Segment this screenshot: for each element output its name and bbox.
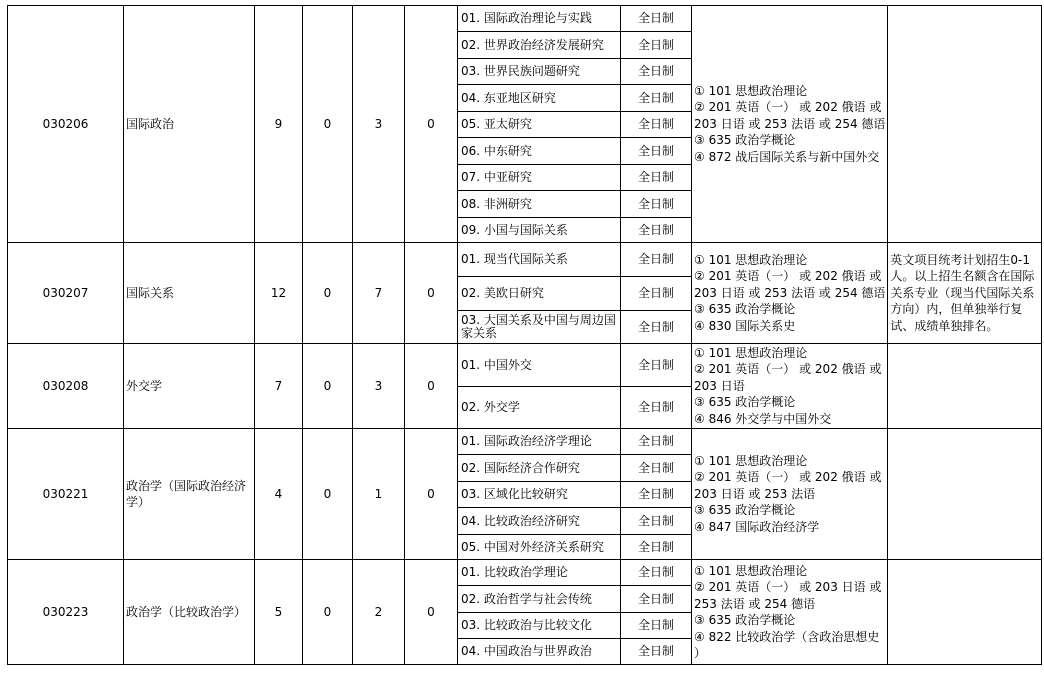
exam-subject-line: ② 201 英语（一） 或 202 俄语 或 — [694, 269, 882, 284]
exam-subject-line: ① 101 思想政治理论 — [694, 83, 808, 98]
remarks-text: 英文项目统考计划招生0-1人。以上招生名额含在国际关系专业（现当代国际关系方向）内，但单独举行复试、成绩单独排名。 — [890, 252, 1035, 333]
total-quota: 12 — [255, 243, 303, 344]
exam-subject-line: ） — [694, 646, 707, 660]
exam-subject-line: ② 201 英语（一） 或 202 俄语 或 — [694, 362, 882, 377]
quota-col-2: 3 — [353, 344, 405, 429]
table-row — [8, 429, 1042, 455]
study-mode: 全日制 — [621, 639, 692, 665]
direction-name: 02. 美欧日研究 — [458, 277, 621, 311]
exam-subject-line: ② 201 英语（一） 或 202 俄语 或 — [694, 470, 882, 485]
study-mode: 全日制 — [621, 85, 692, 112]
remarks — [888, 243, 1042, 344]
direction-name: 07. 中亚研究 — [458, 165, 621, 191]
study-mode: 全日制 — [621, 455, 692, 482]
direction-name: 01. 比较政治学理论 — [458, 560, 621, 586]
exam-subject-line: ④ 830 国际关系史 — [694, 318, 796, 333]
quota-col-3: 0 — [405, 344, 458, 429]
exam-subject-line: 203 日语 或 253 法语 — [694, 486, 816, 501]
quota-col-2: 2 — [353, 560, 405, 665]
study-mode: 全日制 — [621, 560, 692, 586]
table-body — [8, 6, 1042, 665]
direction-name: 02. 国际经济合作研究 — [458, 455, 621, 482]
direction-name: 01. 现当代国际关系 — [458, 243, 621, 277]
study-mode: 全日制 — [621, 112, 692, 138]
study-mode: 全日制 — [621, 191, 692, 218]
exam-subjects — [692, 243, 888, 344]
remarks — [888, 344, 1042, 429]
study-mode: 全日制 — [621, 218, 692, 243]
program-code: 030208 — [8, 344, 124, 429]
quota-col-1: 0 — [303, 429, 353, 560]
direction-name: 06. 中东研究 — [458, 138, 621, 165]
quota-col-3: 0 — [405, 429, 458, 560]
study-mode: 全日制 — [621, 344, 692, 387]
study-mode: 全日制 — [621, 387, 692, 429]
table-row — [8, 6, 1042, 32]
study-mode: 全日制 — [621, 613, 692, 639]
quota-col-3: 0 — [405, 6, 458, 243]
remarks — [888, 560, 1042, 665]
quota-col-2: 3 — [353, 6, 405, 243]
table-row — [8, 344, 1042, 387]
quota-col-1: 0 — [303, 344, 353, 429]
exam-subjects — [692, 429, 888, 560]
exam-subject-line: ③ 635 政治学概论 — [694, 503, 796, 518]
remarks — [888, 6, 1042, 243]
quota-col-1: 0 — [303, 243, 353, 344]
exam-subject-line: ④ 847 国际政治经济学 — [694, 519, 820, 534]
admissions-table — [7, 5, 1042, 665]
study-mode: 全日制 — [621, 429, 692, 455]
exam-subjects — [692, 560, 888, 665]
exam-subject-line: ① 101 思想政治理论 — [694, 453, 808, 468]
exam-subject-line: ③ 635 政治学概论 — [694, 613, 796, 627]
quota-col-2: 1 — [353, 429, 405, 560]
direction-name: 03. 区域化比较研究 — [458, 482, 621, 508]
exam-subject-line: 203 日语 或 253 法语 或 254 德语 — [694, 116, 886, 131]
exam-subject-line: ④ 872 战后国际关系与新中国外交 — [694, 149, 880, 164]
program-name: 政治学（国际政治经济学） — [124, 429, 255, 560]
exam-subject-line: ② 201 英语（一） 或 202 俄语 或 — [694, 100, 882, 115]
program-name: 政治学（比较政治学） — [124, 560, 255, 665]
direction-name: 02. 政治哲学与社会传统 — [458, 586, 621, 613]
exam-subject-line: 253 法语 或 254 德语 — [694, 596, 816, 611]
direction-name: 05. 中国对外经济关系研究 — [458, 535, 621, 560]
quota-col-2: 7 — [353, 243, 405, 344]
direction-name: 03. 大国关系及中国与周边国家关系 — [458, 311, 621, 344]
direction-name: 09. 小国与国际关系 — [458, 218, 621, 243]
direction-name: 03. 世界民族问题研究 — [458, 59, 621, 85]
study-mode: 全日制 — [621, 277, 692, 311]
quota-col-1: 0 — [303, 560, 353, 665]
quota-col-3: 0 — [405, 243, 458, 344]
exam-subjects — [692, 344, 888, 429]
direction-name: 03. 比较政治与比较文化 — [458, 613, 621, 639]
program-code: 030223 — [8, 560, 124, 665]
total-quota: 5 — [255, 560, 303, 665]
total-quota: 7 — [255, 344, 303, 429]
program-code: 030206 — [8, 6, 124, 243]
study-mode: 全日制 — [621, 482, 692, 508]
study-mode: 全日制 — [621, 138, 692, 165]
exam-subject-line: 203 日语 或 253 法语 或 254 德语 — [694, 285, 886, 300]
quota-col-3: 0 — [405, 560, 458, 665]
program-code: 030221 — [8, 429, 124, 560]
exam-subject-line: ④ 822 比较政治学（含政治思想史 — [694, 629, 880, 644]
study-mode: 全日制 — [621, 311, 692, 344]
exam-subject-line: ① 101 思想政治理论 — [694, 563, 808, 578]
study-mode: 全日制 — [621, 32, 692, 59]
study-mode: 全日制 — [621, 508, 692, 535]
study-mode: 全日制 — [621, 243, 692, 277]
study-mode: 全日制 — [621, 165, 692, 191]
total-quota: 9 — [255, 6, 303, 243]
direction-name: 04. 中国政治与世界政治 — [458, 639, 621, 665]
exam-subject-line: ③ 635 政治学概论 — [694, 302, 796, 317]
study-mode: 全日制 — [621, 586, 692, 613]
exam-subjects — [692, 6, 888, 243]
remarks — [888, 429, 1042, 560]
table-row — [8, 560, 1042, 586]
study-mode: 全日制 — [621, 6, 692, 32]
direction-name: 02. 外交学 — [458, 387, 621, 429]
exam-subject-line: ③ 635 政治学概论 — [694, 395, 796, 410]
program-name: 外交学 — [124, 344, 255, 429]
direction-name: 05. 亚太研究 — [458, 112, 621, 138]
direction-name: 08. 非洲研究 — [458, 191, 621, 218]
study-mode: 全日制 — [621, 59, 692, 85]
program-name: 国际关系 — [124, 243, 255, 344]
exam-subject-line: ① 101 思想政治理论 — [694, 345, 808, 360]
study-mode: 全日制 — [621, 535, 692, 560]
program-code: 030207 — [8, 243, 124, 344]
program-name: 国际政治 — [124, 6, 255, 243]
total-quota: 4 — [255, 429, 303, 560]
quota-col-1: 0 — [303, 6, 353, 243]
exam-subject-line: ③ 635 政治学概论 — [694, 133, 796, 148]
direction-name: 04. 比较政治经济研究 — [458, 508, 621, 535]
direction-name: 02. 世界政治经济发展研究 — [458, 32, 621, 59]
direction-name: 01. 国际政治经济学理论 — [458, 429, 621, 455]
exam-subject-line: 203 日语 — [694, 378, 745, 393]
table-row — [8, 243, 1042, 277]
direction-name: 01. 国际政治理论与实践 — [458, 6, 621, 32]
direction-name: 04. 东亚地区研究 — [458, 85, 621, 112]
exam-subject-line: ④ 846 外交学与中国外交 — [694, 411, 832, 426]
direction-name: 01. 中国外交 — [458, 344, 621, 387]
exam-subject-line: ① 101 思想政治理论 — [694, 252, 808, 267]
exam-subject-line: ② 201 英语（一） 或 203 日语 或 — [694, 580, 882, 594]
